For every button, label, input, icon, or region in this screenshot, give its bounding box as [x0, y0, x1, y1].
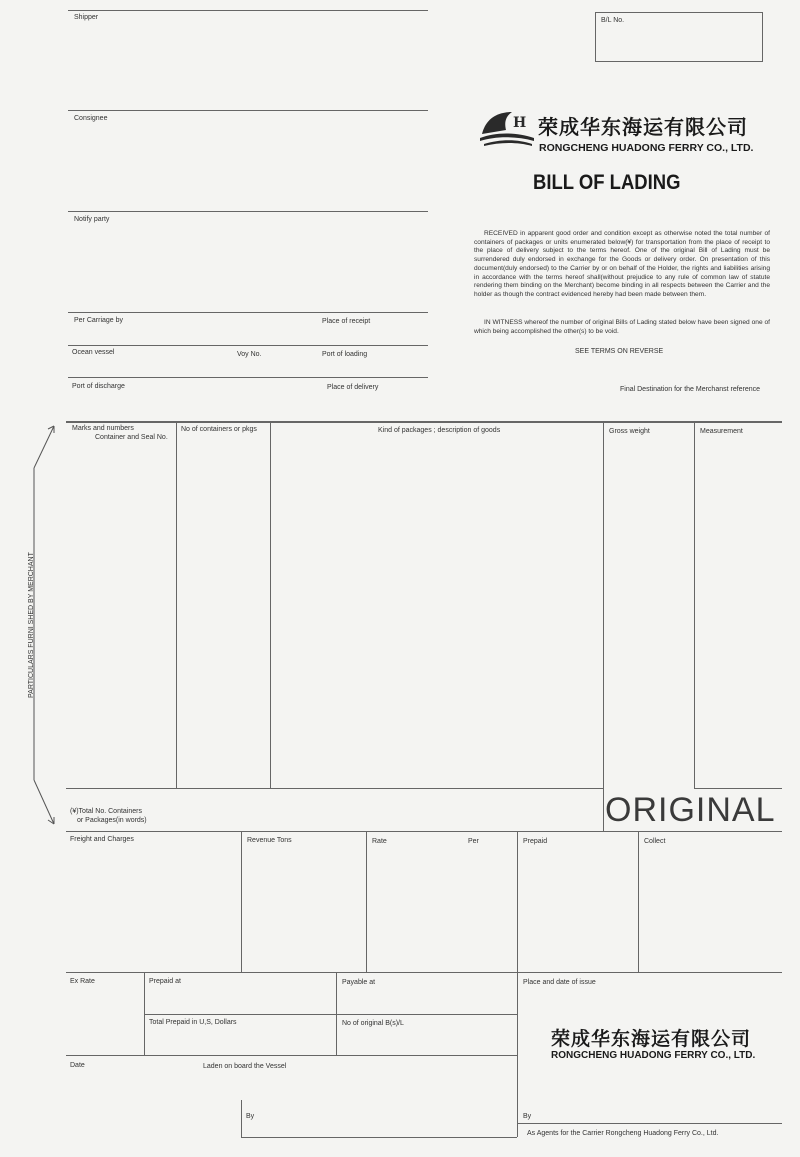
by-label-2: By [523, 1113, 532, 1120]
see-terms-label: SEE TERMS ON REVERSE [575, 348, 664, 355]
containers-label: No of containers or pkgs [181, 426, 257, 433]
revenue-tons-label: Revenue Tons [247, 837, 292, 844]
shipper-label: Shipper [74, 14, 99, 21]
port-of-discharge-label: Port of discharge [72, 383, 125, 390]
company-name-cn: 荣成华东海运有限公司 [538, 115, 748, 139]
notify-party-label: Notify party [74, 216, 110, 223]
cargo-col-4-rule [694, 422, 695, 788]
terms-witness: IN WITNESS whereof the number of original Bills of Lading stated below have been signed one of which being accomplished the other(s) to be void. [474, 319, 770, 335]
voy-no-label: Voy No. [237, 351, 262, 358]
pre-carriage-label: Per Carriage by [74, 317, 124, 324]
vessel-rule [68, 377, 428, 378]
port-of-loading-label: Port of loading [322, 351, 368, 358]
by-label-1: By [246, 1113, 255, 1120]
cargo-top-rule [66, 421, 782, 423]
carriage-rule [68, 345, 428, 346]
prepaid-rule [144, 1014, 517, 1015]
shipper-bottom-rule [68, 110, 428, 111]
payable-at-label: Payable at [342, 979, 376, 986]
freight-col-4-rule [638, 832, 639, 972]
consignee-label: Consignee [74, 115, 108, 122]
ship-wave-logo-icon [478, 108, 536, 148]
by-col-rule [241, 1100, 242, 1137]
total-containers-line2: or Packages(in words) [77, 817, 147, 824]
ex-rate-label: Ex Rate [70, 978, 95, 985]
date-top-rule [66, 1055, 517, 1056]
place-date-issue-label: Place and date of issue [523, 979, 596, 986]
agents-label: As Agents for the Carrier Rongcheng Huadong Ferry Co., Ltd. [527, 1130, 719, 1137]
cargo-col-1-rule [176, 422, 177, 788]
notify-bottom-rule [68, 312, 428, 313]
consignee-bottom-rule [68, 211, 428, 212]
cargo-bottom-rule-right [694, 788, 782, 789]
final-destination-label: Final Destination for the Merchanst reference [620, 386, 761, 393]
freight-col-3-rule [517, 832, 518, 972]
total-prepaid-label: Total Prepaid in U,S, Dollars [149, 1019, 237, 1026]
by-bottom-rule-2 [517, 1123, 782, 1124]
by-bottom-rule-1 [241, 1137, 517, 1138]
per-label: Per [468, 838, 479, 845]
description-label: Kind of packages ; description of goods [378, 427, 501, 434]
ocean-vessel-label: Ocean vessel [72, 349, 115, 356]
freight-charges-label: Freight and Charges [70, 836, 134, 843]
date-label: Date [70, 1062, 85, 1069]
no-original-label: No of original B(s)/L [342, 1020, 404, 1027]
particulars-side-note: PARTICULARS FURNI SHED BY MERCHANT [28, 552, 35, 698]
signature-company-en: RONGCHENG HUADONG FERRY CO., LTD. [551, 1050, 756, 1061]
freight-col-1-rule [241, 832, 242, 972]
original-stamp: ORIGINAL [605, 791, 776, 829]
place-of-receipt-label: Place of receipt [322, 318, 371, 325]
logo-letter: H [513, 115, 527, 131]
terms-received: RECEIVED in apparent good order and condition except as otherwise noted the total number of containers of packages or units enumerated below(¥) for transportation from the place of receipt to the place of delivery subject to the terms hereof. One of the original Bill of Lading must be surrendered duly endorsed in exchange for the Goods or delivery order. On presentation of this document(duly endorsed) to the Carrier by or on behalf of the Holder, the rights and liabilities arising in accordance with the terms hereof shall(without prejudice to any rule of common law of statute rendering them binding on the Merchant) become binding in all respects between the Carrier and the holder as though the contract evidenced hereby had been made between them. [474, 230, 770, 298]
laden-label: Laden on board the Vessel [203, 1063, 287, 1070]
cargo-col-2-rule [270, 422, 271, 788]
company-name-en: RONGCHENG HUADONG FERRY CO., LTD. [539, 142, 754, 154]
cargo-col-3-rule [603, 422, 604, 832]
measurement-label: Measurement [700, 428, 743, 435]
freight-top-rule [66, 831, 782, 832]
shipper-top-rule [68, 10, 428, 11]
bottom-top-rule [66, 972, 782, 973]
cargo-bottom-rule [66, 788, 603, 789]
place-of-delivery-label: Place of delivery [327, 384, 379, 391]
prepaid-at-label: Prepaid at [149, 978, 181, 985]
bl-no-label: B/L No. [601, 17, 625, 24]
prepaid-label: Prepaid [523, 838, 548, 845]
bottom-col-c-rule [517, 973, 518, 1137]
rate-label: Rate [372, 838, 387, 845]
freight-col-2-rule [366, 832, 367, 972]
gross-weight-label: Gross weight [609, 428, 650, 435]
marks-label-line2: Container and Seal No. [95, 434, 168, 441]
total-containers-line1: (¥)Total No. Containers [70, 808, 142, 815]
marks-label-line1: Marks and numbers [72, 425, 134, 432]
signature-company-cn: 荣成华东海运有限公司 [551, 1028, 752, 1050]
company-logo [478, 108, 536, 148]
document-title: BILL OF LADING [533, 171, 681, 194]
collect-label: Collect [644, 838, 666, 845]
